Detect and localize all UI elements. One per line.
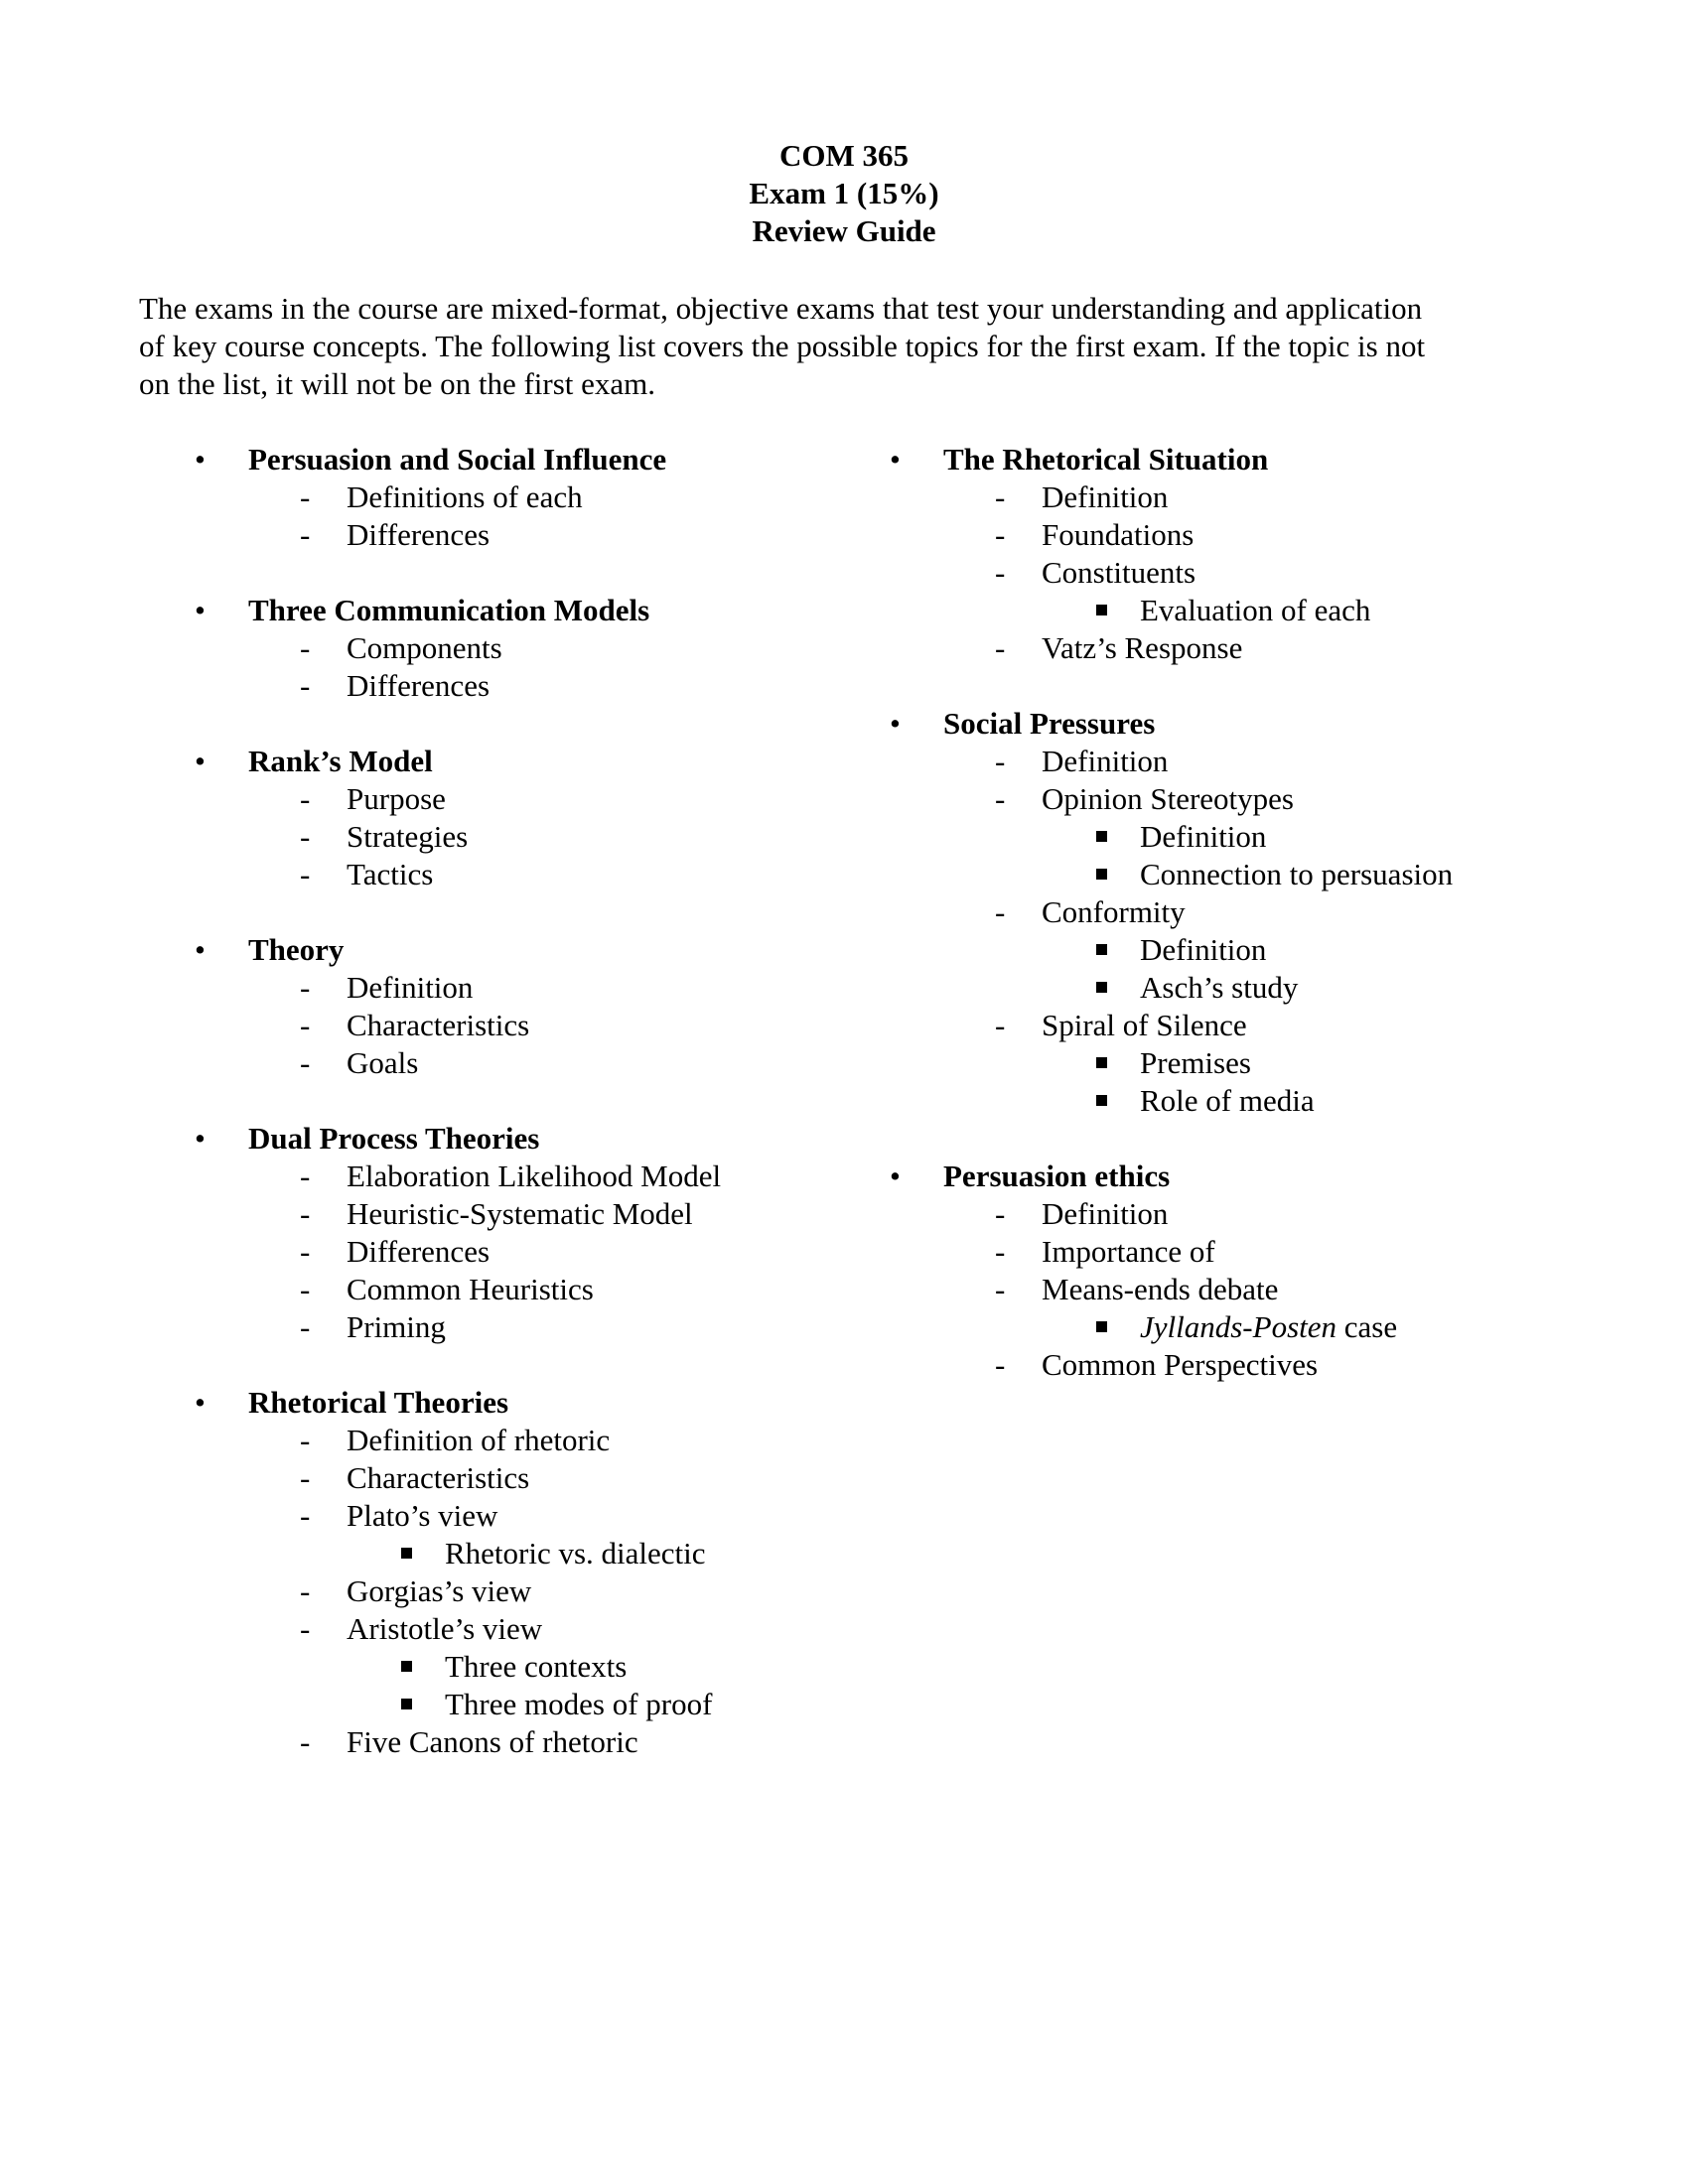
dash-icon: - xyxy=(300,1196,311,1231)
subtopic: Constituents xyxy=(1042,555,1196,590)
dash-icon: - xyxy=(995,479,1006,514)
subtopic: Plato’s view xyxy=(347,1498,498,1533)
dash-icon: - xyxy=(300,1498,311,1533)
square-bullet-icon xyxy=(1096,1321,1107,1332)
case-suffix: case xyxy=(1336,1309,1398,1344)
dash-icon: - xyxy=(300,1573,311,1608)
dash-icon: - xyxy=(995,1347,1006,1382)
topic-title: Social Pressures xyxy=(943,706,1156,741)
sub-subtopic: Definition xyxy=(1140,932,1267,967)
subtopic: Spiral of Silence xyxy=(1042,1008,1247,1042)
subtopic: Components xyxy=(347,630,502,665)
topic-rhetorical-theories xyxy=(195,1384,830,1761)
dash-icon: - xyxy=(995,517,1006,552)
sub-subtopic: Role of media xyxy=(1140,1083,1315,1118)
subtopic: Foundations xyxy=(1042,517,1195,552)
topic-title: Rank’s Model xyxy=(248,744,433,778)
subtopic: Elaboration Likelihood Model xyxy=(347,1159,722,1193)
sub-subtopic: Premises xyxy=(1140,1045,1251,1080)
subtopic: Definitions of each xyxy=(347,479,583,514)
dash-icon: - xyxy=(300,517,311,552)
sub-subtopic-case xyxy=(1140,1308,1397,1346)
subtopic: Opinion Stereotypes xyxy=(1042,781,1294,816)
intro-line: The exams in the course are mixed-format, objective exams that test your understanding and application xyxy=(139,291,1423,326)
dash-icon: - xyxy=(995,1272,1006,1306)
subtopic: Goals xyxy=(347,1045,419,1080)
dash-icon: - xyxy=(995,555,1006,590)
topic-dual-process-theories xyxy=(195,1120,830,1346)
topic-title: Dual Process Theories xyxy=(248,1121,540,1156)
topic-title: The Rhetorical Situation xyxy=(943,442,1269,477)
guide-label: Review Guide xyxy=(752,213,936,248)
subtopic: Heuristic-Systematic Model xyxy=(347,1196,693,1231)
subtopic: Definition xyxy=(347,970,474,1005)
topic-ranks-model xyxy=(195,743,830,893)
subtopic: Definition xyxy=(1042,744,1169,778)
subtopic: Tactics xyxy=(347,857,434,891)
square-bullet-icon xyxy=(401,1548,412,1559)
bullet-icon: • xyxy=(890,1159,901,1193)
square-bullet-icon xyxy=(1096,1057,1107,1068)
topic-communication-models xyxy=(195,592,830,705)
dash-icon: - xyxy=(300,1724,311,1759)
bullet-icon: • xyxy=(890,442,901,477)
square-bullet-icon xyxy=(1096,869,1107,880)
topic-title: Persuasion ethics xyxy=(943,1159,1171,1193)
subtopic: Means-ends debate xyxy=(1042,1272,1279,1306)
topic-rhetorical-situation xyxy=(890,441,1525,667)
dash-icon: - xyxy=(995,744,1006,778)
sub-subtopic: Asch’s study xyxy=(1140,970,1299,1005)
dash-icon: - xyxy=(300,970,311,1005)
dash-icon: - xyxy=(300,1159,311,1193)
subtopic: Definition of rhetoric xyxy=(347,1423,611,1457)
dash-icon: - xyxy=(300,1272,311,1306)
dash-icon: - xyxy=(300,1008,311,1042)
subtopic: Definition xyxy=(1042,1196,1169,1231)
subtopic: Common Heuristics xyxy=(347,1272,594,1306)
dash-icon: - xyxy=(300,1423,311,1457)
bullet-icon: • xyxy=(890,706,901,741)
subtopic: Purpose xyxy=(347,781,446,816)
bullet-icon: • xyxy=(195,932,206,967)
dash-icon: - xyxy=(995,1196,1006,1231)
right-topic-column xyxy=(890,441,1525,1422)
topic-title: Persuasion and Social Influence xyxy=(248,442,667,477)
sub-subtopic: Connection to persuasion xyxy=(1140,857,1454,891)
case-name: Jyllands-Posten xyxy=(1140,1309,1337,1344)
dash-icon: - xyxy=(300,857,311,891)
subtopic: Characteristics xyxy=(347,1008,530,1042)
dash-icon: - xyxy=(300,668,311,703)
dash-icon: - xyxy=(300,1234,311,1269)
subtopic: Aristotle’s view xyxy=(347,1611,543,1646)
bullet-icon: • xyxy=(195,1385,206,1420)
dash-icon: - xyxy=(300,1460,311,1495)
dash-icon: - xyxy=(995,781,1006,816)
intro-paragraph xyxy=(139,290,1529,403)
topic-title: Three Communication Models xyxy=(248,593,650,627)
subtopic: Differences xyxy=(347,668,491,703)
subtopic: Vatz’s Response xyxy=(1042,630,1243,665)
bullet-icon: • xyxy=(195,593,206,627)
topic-theory xyxy=(195,931,830,1082)
square-bullet-icon xyxy=(401,1699,412,1709)
subtopic: Common Perspectives xyxy=(1042,1347,1319,1382)
dash-icon: - xyxy=(995,894,1006,929)
subtopic: Conformity xyxy=(1042,894,1186,929)
subtopic: Differences xyxy=(347,1234,491,1269)
topic-title: Theory xyxy=(248,932,345,967)
dash-icon: - xyxy=(300,1611,311,1646)
dash-icon: - xyxy=(300,1309,311,1344)
topic-persuasion-ethics xyxy=(890,1158,1525,1384)
square-bullet-icon xyxy=(1096,1095,1107,1106)
dash-icon: - xyxy=(300,781,311,816)
intro-line: on the list, it will not be on the first exam. xyxy=(139,366,656,401)
subtopic: Characteristics xyxy=(347,1460,530,1495)
sub-subtopic: Three contexts xyxy=(445,1649,628,1684)
sub-subtopic: Three modes of proof xyxy=(445,1687,713,1721)
dash-icon: - xyxy=(300,630,311,665)
square-bullet-icon xyxy=(1096,831,1107,842)
bullet-icon: • xyxy=(195,1121,206,1156)
subtopic: Importance of xyxy=(1042,1234,1215,1269)
bullet-icon: • xyxy=(195,442,206,477)
intro-line: of key course concepts. The following list covers the possible topics for the first exam. If the topic is not xyxy=(139,329,1426,363)
subtopic: Five Canons of rhetoric xyxy=(347,1724,638,1759)
square-bullet-icon xyxy=(1096,982,1107,993)
document-title xyxy=(0,137,1688,250)
dash-icon: - xyxy=(995,630,1006,665)
subtopic: Strategies xyxy=(347,819,469,854)
sub-subtopic: Definition xyxy=(1140,819,1267,854)
subtopic: Definition xyxy=(1042,479,1169,514)
square-bullet-icon xyxy=(1096,944,1107,955)
topic-persuasion-social-influence xyxy=(195,441,830,554)
dash-icon: - xyxy=(995,1008,1006,1042)
dash-icon: - xyxy=(300,1045,311,1080)
bullet-icon: • xyxy=(195,744,206,778)
dash-icon: - xyxy=(300,819,311,854)
subtopic: Priming xyxy=(347,1309,446,1344)
topic-social-pressures xyxy=(890,705,1525,1120)
sub-subtopic: Rhetoric vs. dialectic xyxy=(445,1536,706,1570)
square-bullet-icon xyxy=(401,1661,412,1672)
course-code: COM 365 xyxy=(778,138,909,173)
square-bullet-icon xyxy=(1096,605,1107,615)
dash-icon: - xyxy=(300,479,311,514)
exam-label: Exam 1 (15%) xyxy=(749,176,939,210)
subtopic: Gorgias’s view xyxy=(347,1573,532,1608)
sub-subtopic: Evaluation of each xyxy=(1140,593,1371,627)
topic-title: Rhetorical Theories xyxy=(248,1385,509,1420)
dash-icon: - xyxy=(995,1234,1006,1269)
left-topic-column xyxy=(195,441,830,1799)
subtopic: Differences xyxy=(347,517,491,552)
